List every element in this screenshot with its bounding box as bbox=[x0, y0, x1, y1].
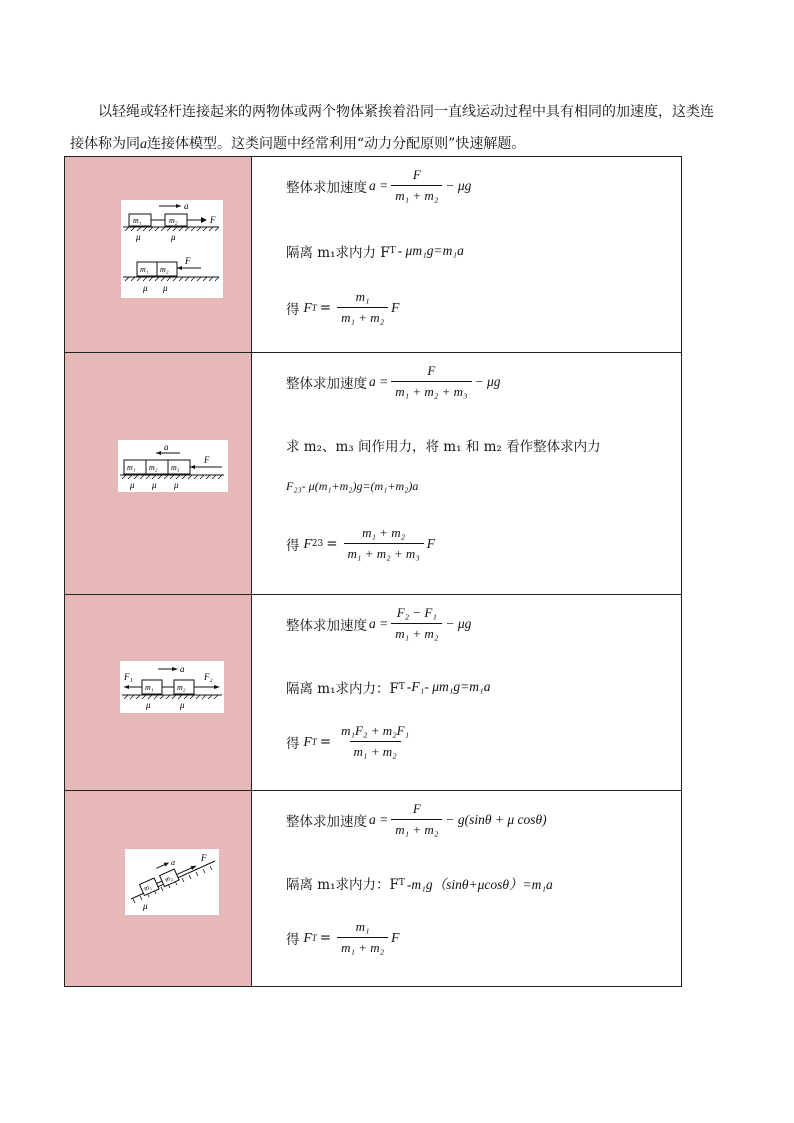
frac-num: F₂ − F₁ bbox=[396, 605, 437, 620]
label-a: a bbox=[171, 858, 175, 867]
result-formula: 得 F T = $\frac{\text{m₁}}{\text{m₁ + m₂}}$ F bbox=[286, 919, 400, 955]
accel-formula bbox=[286, 167, 471, 204]
frac-den: m₁ + m₂ + m₃ bbox=[391, 381, 471, 400]
internal-force-eq bbox=[286, 873, 553, 893]
result-formula: 得 F T = $\frac{\text{m₁F₂ + m₂F₁}}{\text{m₁ + m₂}}$ bbox=[286, 723, 416, 760]
frac-num: F bbox=[427, 363, 436, 378]
label-mu: μ bbox=[143, 283, 148, 293]
formula-cell bbox=[252, 595, 682, 791]
accel-label: 整体求加速度 bbox=[286, 179, 367, 196]
accel-tail: − g(sinθ + μ cosθ) bbox=[445, 811, 547, 827]
label-m2: m₂ bbox=[160, 265, 169, 274]
intro-paragraph bbox=[70, 96, 730, 161]
label-mu: μ bbox=[146, 700, 151, 710]
frac-den: m₁ + m₂ bbox=[337, 307, 388, 326]
label-F: F bbox=[210, 215, 216, 225]
mid-text: 隔离 m₁求内力：F bbox=[286, 877, 399, 893]
label-F: F bbox=[185, 256, 191, 266]
label-mu: μ bbox=[136, 232, 141, 242]
label-F2: F₂ bbox=[204, 672, 213, 682]
formula-cell bbox=[252, 353, 682, 595]
table-row bbox=[65, 353, 682, 595]
label-mu: μ bbox=[171, 232, 176, 242]
accel-label: 整体求加速度 bbox=[286, 617, 367, 634]
frac-den: m₁ + m₂ + m₃ bbox=[344, 543, 424, 562]
frac-num: m₁F₂ + m₂F₁ bbox=[341, 723, 410, 738]
result-lhs: F bbox=[303, 733, 312, 749]
result-tail: F bbox=[391, 299, 400, 315]
label-m1: m₁ bbox=[145, 683, 154, 692]
label-a: a bbox=[184, 201, 189, 211]
accel-label: 整体求加速度 bbox=[286, 375, 367, 392]
frac-num: m₁ + m₂ bbox=[362, 525, 406, 540]
fraction bbox=[391, 167, 442, 204]
label-m1: m₁ bbox=[140, 265, 149, 274]
mid-sub: T bbox=[398, 682, 405, 692]
figure-incline bbox=[125, 849, 219, 915]
intro-line-1: 以轻绳或轻杆连接起来的两物体或两个物体紧挨着沿同一直线运动过程中具有相同的加速度，这类连 bbox=[98, 104, 714, 120]
label-m2: m₂ bbox=[163, 873, 174, 884]
label-m2: m₂ bbox=[149, 463, 158, 472]
figure-opposing-forces bbox=[120, 661, 224, 713]
table-row bbox=[65, 157, 682, 353]
frac-den: m₁ + m₂ bbox=[350, 741, 401, 760]
label-mu: μ bbox=[130, 480, 135, 490]
result-tail: F bbox=[391, 929, 400, 945]
figure-two-blocks bbox=[121, 200, 223, 298]
fraction bbox=[337, 723, 413, 760]
frac-num: m₁ bbox=[355, 919, 370, 934]
label-m1: m₁ bbox=[127, 463, 136, 472]
label-F: F bbox=[201, 853, 207, 863]
internal-force-desc bbox=[286, 435, 601, 455]
result-lhs: F bbox=[303, 299, 312, 315]
mid-eq: - μm₁g=m₁a bbox=[397, 243, 464, 258]
result-formula: 得 F T = $\frac{\text{m₁}}{\text{m₁ + m₂}}$ F bbox=[286, 289, 400, 325]
fraction bbox=[391, 801, 442, 838]
mid-text: 隔离 m₁求内力 F bbox=[286, 245, 390, 261]
fraction bbox=[391, 363, 471, 400]
intro-var-a: a bbox=[140, 137, 147, 152]
table-row bbox=[65, 791, 682, 987]
frac-den: m₁ + m₂ bbox=[391, 185, 442, 204]
figure-cell bbox=[65, 791, 252, 987]
frac-den: m₁ + m₂ bbox=[391, 623, 442, 642]
intro-line-2 bbox=[70, 136, 525, 152]
frac-den: m₁ + m₂ bbox=[391, 819, 442, 838]
accel-tail: − μg bbox=[445, 615, 472, 631]
mid-sub: T bbox=[389, 246, 396, 256]
table-row bbox=[65, 595, 682, 791]
label-mu: μ bbox=[180, 700, 185, 710]
label-F1: F₁ bbox=[124, 672, 133, 682]
intro-line-2-a: 接体称为同 bbox=[70, 136, 140, 152]
figure-cell bbox=[65, 157, 252, 353]
label-a: a bbox=[180, 664, 185, 674]
internal-force-eq bbox=[286, 677, 490, 697]
result-sub: T bbox=[311, 302, 317, 313]
accel-label: 整体求加速度 bbox=[286, 813, 367, 830]
accel-lhs: a = bbox=[369, 615, 389, 631]
mid-text: 隔离 m₁求内力：F bbox=[286, 681, 399, 697]
accel-tail: − μg bbox=[474, 373, 501, 389]
label-mu: μ bbox=[163, 283, 168, 293]
accel-lhs: a = bbox=[369, 177, 389, 193]
accel-formula bbox=[286, 605, 471, 642]
formula-cell bbox=[252, 791, 682, 987]
result-sub: T bbox=[311, 736, 317, 747]
result-label: 得 bbox=[286, 537, 300, 554]
result-tail: F bbox=[426, 535, 436, 551]
label-mu: μ bbox=[143, 901, 148, 911]
accel-lhs: a = bbox=[369, 811, 389, 827]
result-formula: 得 F 23 = $\frac{\text{m₁ + m₂}}{\text{m₁ + m₂ + m₃}}$ F bbox=[286, 525, 436, 561]
mid-sub: T bbox=[398, 878, 405, 888]
result-label: 得 bbox=[286, 931, 300, 948]
label-m1: m₁ bbox=[142, 882, 153, 893]
frac-den: m₁ + m₂ bbox=[337, 937, 388, 956]
label-mu: μ bbox=[174, 480, 179, 490]
fraction bbox=[337, 289, 388, 326]
fraction bbox=[344, 525, 424, 562]
figure-three-blocks bbox=[118, 440, 228, 492]
accel-lhs: a = bbox=[369, 373, 389, 389]
result-lhs: F bbox=[303, 929, 312, 945]
intro-line-2-b: 连接体模型。这类问题中经常利用“动力分配原则”快速解题。 bbox=[147, 136, 526, 152]
accel-tail: − μg bbox=[445, 177, 472, 193]
label-F: F bbox=[204, 455, 210, 465]
frac-num: F bbox=[412, 167, 421, 182]
fraction bbox=[337, 919, 388, 956]
frac-num: F bbox=[412, 801, 421, 816]
label-m2: m₂ bbox=[169, 216, 178, 225]
result-label: 得 bbox=[286, 735, 300, 752]
internal-force-eq bbox=[286, 241, 464, 261]
label-m1: m₁ bbox=[133, 216, 142, 225]
result-label: 得 bbox=[286, 301, 300, 318]
label-a: a bbox=[164, 442, 169, 452]
mid-eq: -F₁- μm₁g=m₁a bbox=[406, 679, 491, 694]
result-lhs: F bbox=[303, 535, 312, 551]
label-m2: m₂ bbox=[177, 683, 186, 692]
figure-cell bbox=[65, 353, 252, 595]
mid-eq: F₂₃- μ(m₁+m₂)g=(m₁+m₂)a bbox=[286, 479, 419, 493]
frac-num: m₁ bbox=[355, 289, 370, 304]
fraction bbox=[391, 605, 442, 642]
result-sub: 23 bbox=[311, 538, 324, 549]
result-sub: T bbox=[311, 932, 317, 943]
label-m3: m₃ bbox=[171, 463, 180, 472]
internal-force-eq bbox=[286, 479, 418, 494]
formula-cell bbox=[252, 157, 682, 353]
mid-text: 求 m₂、m₃ 间作用力，将 m₁ 和 m₂ 看作整体求内力 bbox=[286, 439, 601, 455]
mid-eq: -m₁g（sinθ+μcosθ）=m₁a bbox=[406, 877, 553, 892]
accel-formula bbox=[286, 801, 547, 838]
model-table bbox=[64, 156, 682, 987]
accel-formula bbox=[286, 363, 501, 400]
label-mu: μ bbox=[152, 480, 157, 490]
figure-cell bbox=[65, 595, 252, 791]
